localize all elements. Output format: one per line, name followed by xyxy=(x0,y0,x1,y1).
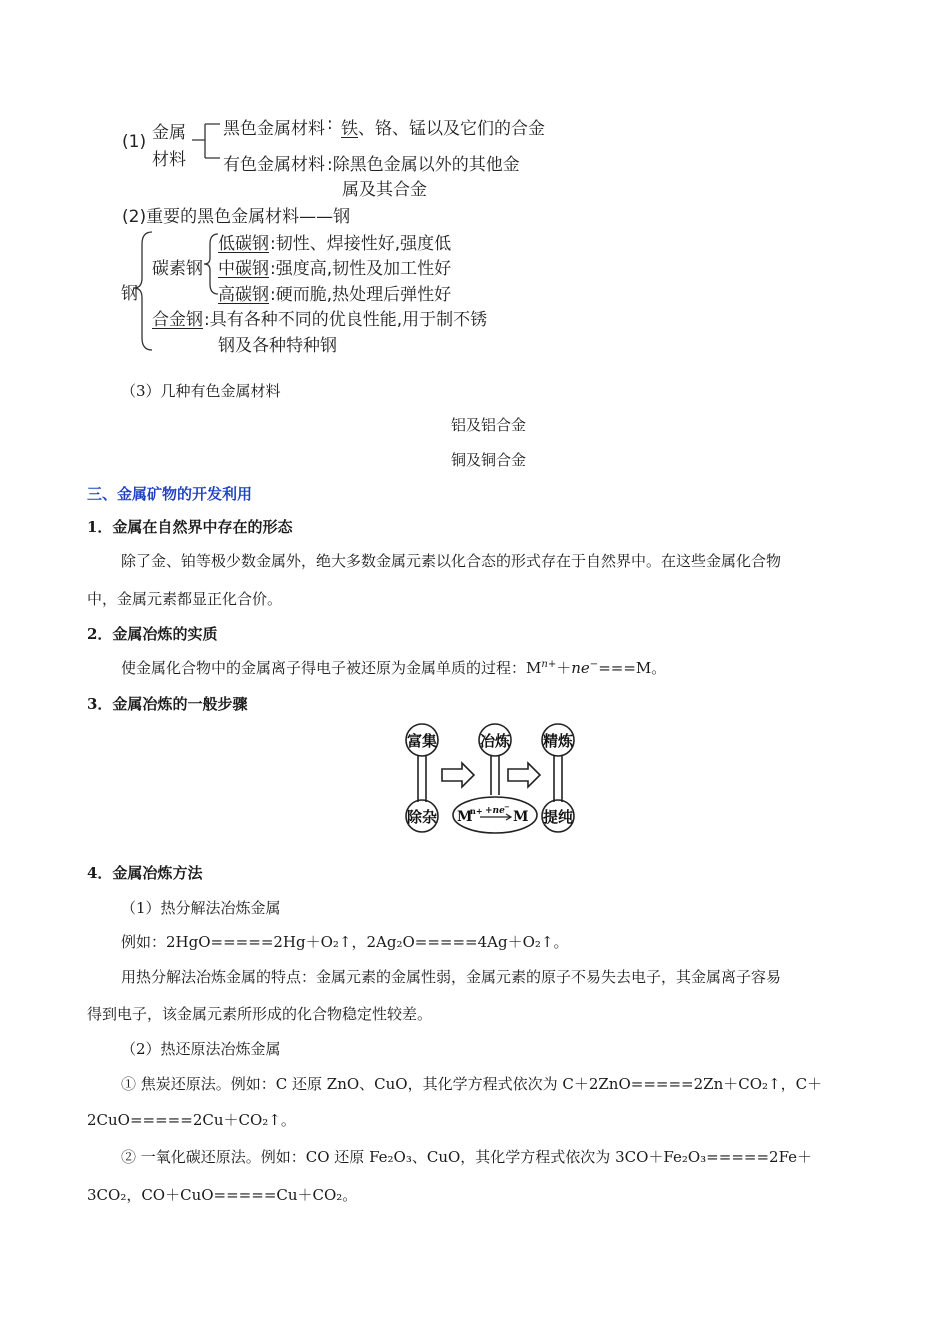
low-carbon-steel: 低碳钢 xyxy=(218,234,269,254)
eq-sup-n: n xyxy=(541,659,548,670)
eq-metal: M xyxy=(526,659,542,677)
nonferrous-item-copper: 铜及铜合金 xyxy=(451,451,527,469)
alloy-desc-1: :具有各种不同的优良性能,用于制不锈 xyxy=(204,310,488,330)
heading-2: 2．金属冶炼的实质 xyxy=(87,625,218,643)
nonferrous-item-aluminum: 铝及铝合金 xyxy=(451,416,527,434)
method-2b-line-1: ② 一氧化碳还原法。例如：CO 还原 Fe₂O₃、CuO，其化学方程式依次为 3CO＋Fe₂O₃=====2Fe＋ xyxy=(121,1148,813,1166)
low-carbon-desc: :韧性、焊接性好,强度低 xyxy=(270,234,452,254)
eq-above-sup: − xyxy=(504,802,510,811)
method-2a-line-2: 2CuO=====2Cu＋CO₂↑。 xyxy=(87,1111,296,1129)
ferrous-item-iron: 铁 xyxy=(341,119,358,139)
high-carbon-steel: 高碳钢 xyxy=(218,285,269,305)
eq-end: M。 xyxy=(635,659,667,677)
smelting-essence xyxy=(121,657,666,678)
eq-e: e xyxy=(580,659,590,677)
steel-root: 钢 xyxy=(121,284,138,304)
heading-3: 3．金属冶炼的一般步骤 xyxy=(87,695,248,713)
metal-materials-label-2: 材料 xyxy=(152,150,186,170)
paragraph-1-line-1: 除了金、铂等极少数金属外，绝大多数金属元素以化合态的形式存在于自然界中。在这些金属化合物 xyxy=(121,552,782,570)
arrow-2 xyxy=(508,763,540,787)
section-title: 三、金属矿物的开发利用 xyxy=(87,485,253,503)
method-1-feature-line-2: 得到电子，该金属元素所形成的化合物稳定性较差。 xyxy=(87,1005,433,1023)
high-carbon-desc: :硬而脆,热处理后弹性好 xyxy=(270,285,452,305)
step3-connector xyxy=(554,756,562,802)
smelting-essence-text: 使金属化合物中的金属离子得电子被还原为金属单质的过程： xyxy=(121,659,527,677)
carbon-steel: 碳素钢 xyxy=(152,259,203,279)
ferrous-rest: 、铬、锰以及它们的合金 xyxy=(358,119,545,139)
method-2b-line-2: 3CO₂，CO＋CuO=====Cu＋CO₂。 xyxy=(87,1186,358,1204)
steel-braces xyxy=(0,0,950,400)
mid-carbon-desc: :强度高,韧性及加工性好 xyxy=(270,259,452,279)
mid-carbon-steel: 中碳钢 xyxy=(218,259,269,279)
steel-heading: (2)重要的黑色金属材料——钢 xyxy=(122,207,351,227)
eq-n: n xyxy=(571,659,581,677)
nonferrous-heading: （3）几种有色金属材料 xyxy=(121,382,281,400)
alloy-desc-2: 钢及各种特种钢 xyxy=(218,336,337,356)
item-number: (1) xyxy=(122,132,147,152)
method-1-title: （1）热分解法冶炼金属 xyxy=(121,899,281,917)
eq-sup-minus: − xyxy=(589,659,599,670)
eq-right-metal: M xyxy=(513,809,529,825)
step1-bottom-label: 除杂 xyxy=(406,808,438,826)
ferrous-label: 黑色金属材料 xyxy=(223,119,325,139)
method-1-feature-line-1: 用热分解法冶炼金属的特点：金属元素的金属性弱，金属元素的原子不易失去电子，其金属离子容易 xyxy=(121,968,782,986)
step2-connector xyxy=(491,756,499,795)
eq-plus: ＋ xyxy=(556,659,572,677)
arrow-1 xyxy=(442,763,474,787)
step2-top-label: 冶炼 xyxy=(479,732,511,750)
alloy-steel: 合金钢 xyxy=(152,310,203,330)
step1-connector xyxy=(418,756,426,802)
nonferrous-desc-2: 属及其合金 xyxy=(342,180,427,200)
eq-arrow: === xyxy=(598,659,636,677)
eq-left-sup: n+ xyxy=(470,806,483,816)
eq-left-metal: M xyxy=(457,809,473,825)
method-2a-line-1: ① 焦炭还原法。例如：C 还原 ZnO、CuO，其化学方程式依次为 C＋2ZnO=====2Zn＋CO₂↑，C＋ xyxy=(121,1075,823,1093)
smelting-steps-diagram xyxy=(400,722,582,834)
nonferrous-desc-1: :除黑色金属以外的其他金 xyxy=(327,155,520,175)
step3-top-label: 精炼 xyxy=(542,732,574,750)
method-1-eq-2: ，2Ag₂O=====4Ag＋O₂↑。 xyxy=(351,933,569,951)
metal-materials-label-1: 金属 xyxy=(152,123,186,143)
method-2-title: （2）热还原法冶炼金属 xyxy=(121,1040,281,1058)
method-1-eq-1: 2HgO=====2Hg＋O₂↑ xyxy=(166,933,352,951)
eq-sup-plus: + xyxy=(547,659,557,670)
heading-4: 4．金属冶炼方法 xyxy=(87,864,203,882)
eq-above-arrow: +ne xyxy=(485,806,505,816)
step1-top-label: 富集 xyxy=(406,732,438,750)
ferrous-sep: : xyxy=(327,114,333,134)
paragraph-1-line-2: 中，金属元素都显正化合价。 xyxy=(87,590,283,608)
heading-1: 1．金属在自然界中存在的形态 xyxy=(87,518,293,536)
nonferrous-label: 有色金属材料 xyxy=(223,155,325,175)
method-1-example xyxy=(121,931,569,952)
method-1-example-prefix: 例如： xyxy=(121,933,167,951)
step3-bottom-label: 提纯 xyxy=(542,808,574,826)
